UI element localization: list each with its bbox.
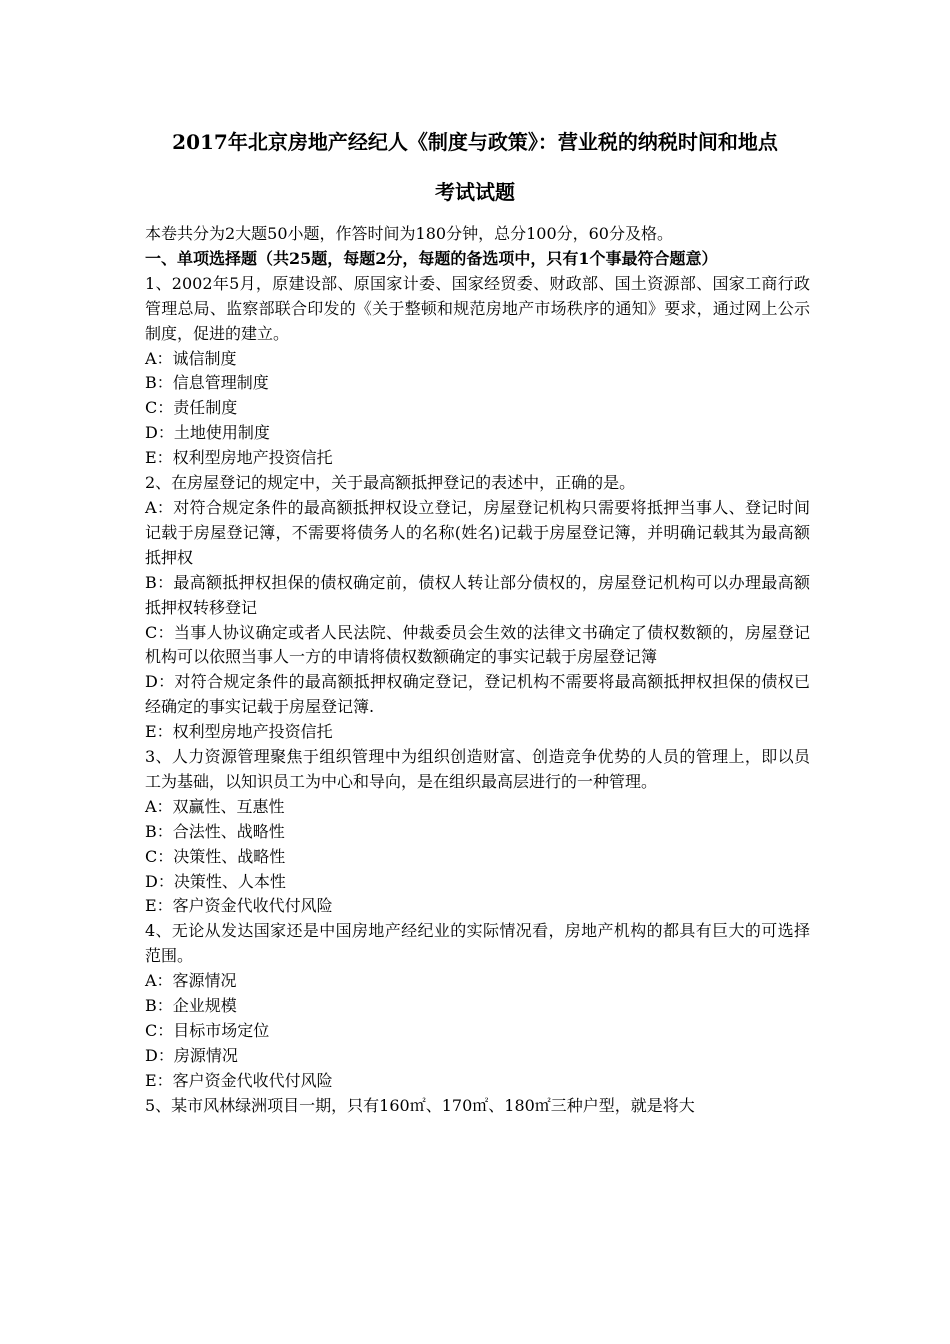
exam-intro: 本卷共分为2大题50小题，作答时间为180分钟，总分100分，60分及格。 xyxy=(145,224,673,243)
answer-option: B：合法性、战略性 xyxy=(145,821,285,841)
answer-option: B：最高额抵押权担保的债权确定前，债权人转让部分债权的，房屋登记机构可以办理最高额抵押权转移登记 xyxy=(145,572,810,617)
answer-option: C：当事人协议确定或者人民法院、仲裁委员会生效的法律文书确定了债权数额的，房屋登记机构可以依照当事人一方的申请将债权数额确定的事实记载于房屋登记簿 xyxy=(145,622,810,667)
answer-option: E：权利型房地产投资信托 xyxy=(145,722,333,742)
document-title-line-1: 2017年北京房地产经纪人《制度与政策》：营业税的纳税时间和地点 xyxy=(172,130,778,154)
answer-option: C：目标市场定位 xyxy=(145,1021,270,1040)
answer-option: A：诚信制度 xyxy=(145,348,237,368)
question-stem: 3、人力资源管理聚焦于组织管理中为组织创造财富、创造竞争优势的人员的管理上，即以员工为基础，以知识员工为中心和导向，是在组织最高层进行的一种管理。 xyxy=(145,747,810,791)
section-heading: 一、单项选择题（共25题，每题2分，每题的备选项中，只有1个事最符合题意） xyxy=(145,248,718,268)
answer-option: C：责任制度 xyxy=(145,398,238,418)
document-body xyxy=(145,222,810,1119)
answer-option: B：信息管理制度 xyxy=(145,373,269,393)
answer-option: A：客源情况 xyxy=(145,971,237,991)
document-title-line-2: 考试试题 xyxy=(435,180,515,204)
question-stem: 1、2002年5月，原建设部、原国家计委、国家经贸委、财政部、国土资源部、国家工商行政管理总局、监察部联合印发的《关于整顿和规范房地产市场秩序的通知》要求，通过网上公示制度，促进的建立。 xyxy=(145,273,810,343)
answer-option: E：客户资金代收代付风险 xyxy=(145,1070,333,1090)
answer-option: B：企业规模 xyxy=(145,996,237,1016)
answer-option: D：对符合规定条件的最高额抵押权确定登记，登记机构不需要将最高额抵押权担保的债权已经确定的事实记载于房屋登记簿. xyxy=(145,672,810,717)
answer-option: A：双赢性、互惠性 xyxy=(145,796,285,816)
question-stem: 5、某市风林绿洲项目一期，只有160㎡、170㎡、180㎡三种户型，就是将大 xyxy=(145,1095,695,1115)
answer-option: D：决策性、人本性 xyxy=(145,871,286,891)
answer-option: E：客户资金代收代付风险 xyxy=(145,896,333,916)
answer-option: C：决策性、战略性 xyxy=(145,846,286,866)
answer-option: D：房源情况 xyxy=(145,1045,238,1065)
answer-option: E：权利型房地产投资信托 xyxy=(145,448,333,468)
question-stem: 4、无论从发达国家还是中国房地产经纪业的实际情况看，房地产机构的都具有巨大的可选择范围。 xyxy=(145,921,810,966)
answer-option: D：土地使用制度 xyxy=(145,423,270,443)
answer-option: A：对符合规定条件的最高额抵押权设立登记，房屋登记机构只需要将抵押当事人、登记时间记载于房屋登记簿，不需要将债务人的名称(姓名)记载于房屋登记簿，并明确记载其为最高额抵押权 xyxy=(145,497,810,567)
question-stem: 2、在房屋登记的规定中，关于最高额抵押登记的表述中，正确的是。 xyxy=(145,473,636,493)
